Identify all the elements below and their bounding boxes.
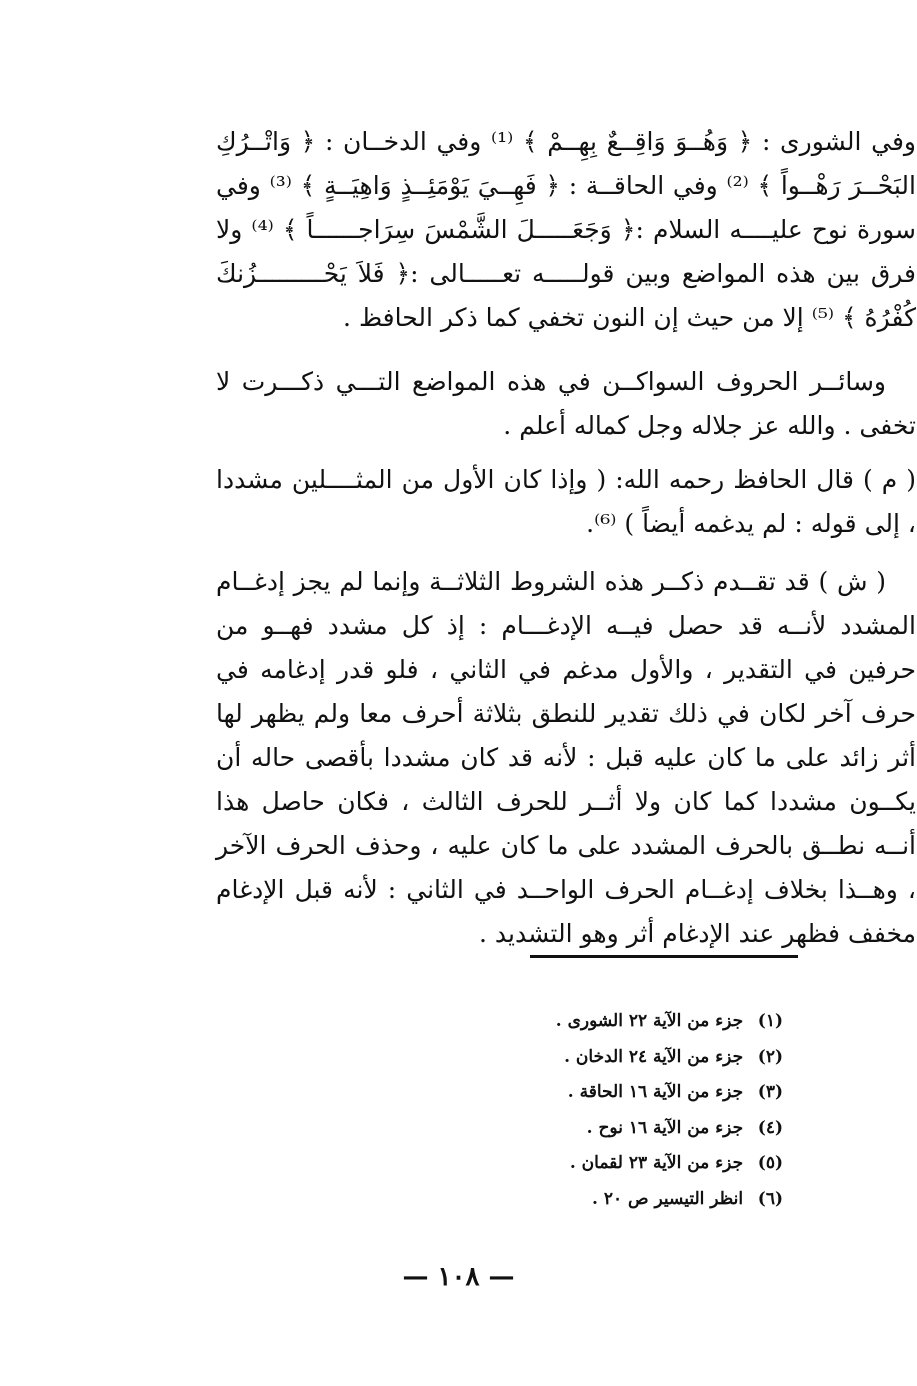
footnote-item <box>400 1111 783 1147</box>
footnote-item <box>400 1004 783 1040</box>
paragraph-4: ( ش ) قد تقــدم ذكــر هذه الشروط الثلاثــة وإنما لم يجز إدغــام المشدد لأنــه قد حصل فيــه الإدغـــام : إذ كل مشدد فهــو من حرفين في التقدير ، والأول مدغم في الثاني ، فلو قدر إدغامه في حرف آخر لكان في ذلك تقدير للنطق بثلاثة أحرف معا ولم يظهر لها أثر زائد على ما كان عليه قبل : لأنه قد كان مشددا بأقصى حاله أن يكــون مشددا كما كان ولا أثــر للحرف الثالث ، فكان حاصل هذا أنــه نطــق بالحرف المشدد على ما كان عليه ، وحذف الحرف الآخر ، وهــذا بخلاف إدغــام الحرف الواحــد في الثاني : لأنه قبل الإدغام مخفف فظهر عند الإدغام أثر وهو التشديد . <box>216 567 916 948</box>
footnote-number: (٣) <box>757 1082 783 1102</box>
footnote-item <box>400 1146 783 1182</box>
footnote-number: (٦) <box>757 1188 783 1209</box>
page-number: — ١٠٨ — <box>402 1262 515 1292</box>
footnote-item <box>400 1040 783 1076</box>
footnote-number: (٤) <box>757 1117 783 1138</box>
footnote-text: جزء من الآية ٢٤ الدخان . <box>564 1046 744 1067</box>
footnote-item <box>400 1182 783 1218</box>
paragraph-3: ( م ) قال الحافظ رحمه الله: ( وإذا كان الأول من المثــــلين مشددا ، إلى قوله : لم يدغمه أيضاً ) ⁽⁶⁾. <box>216 465 916 538</box>
footnote-text: انظر التيسير ص ٢٠ . <box>592 1188 744 1209</box>
paragraph-2: وسائــر الحروف السواكــن في هذه المواضع التـــي ذكـــرت لا تخفى . والله عز جلاله وجل كماله أعلم . <box>216 367 916 440</box>
footnotes <box>400 1004 783 1217</box>
footnote-text: جزء من الآية ٢٣ لقمان . <box>569 1153 744 1173</box>
footnote-divider <box>530 955 798 958</box>
footnote-text: جزء من الآية ١٦ الحاقة . <box>567 1082 744 1102</box>
footnote-item <box>400 1075 783 1111</box>
paragraph-1: وفي الشورى : ﴿ وَهُــوَ وَاقِــعٌ بِهِــمْ ﴾ ⁽¹⁾ وفي الدخــان : ﴿ وَاتْــرُكِ البَحْــرَ رَهْــواً ﴾ ⁽²⁾ وفي الحاقــة : ﴿ فَهِــيَ يَوْمَئِــذٍ وَاهِيَــةٍ ﴾ ⁽³⁾ وفي سورة نوح عليــــه السلام :﴿ وَجَعَـــــلَ الشَّمْسَ سِرَاجــــــاً ﴾ ⁽⁴⁾ ولا فرق بين هذه المواضع وبين قولـــــه تعـــــالى :﴿ فَلاَ يَحْـــــــــزُنكَ كُفْرُهُ ﴾ ⁽⁵⁾ إلا من حيث إن النون تخفي كما ذكر الحافظ . <box>216 127 916 332</box>
footnote-number: (٢) <box>757 1046 783 1067</box>
footnote-text: جزء من الآية ١٦ نوح . <box>586 1117 744 1138</box>
footnote-text: جزء من الآية ٢٢ الشورى . <box>555 1011 744 1031</box>
footnote-number: (١) <box>757 1011 783 1031</box>
footnote-number: (٥) <box>757 1153 783 1173</box>
